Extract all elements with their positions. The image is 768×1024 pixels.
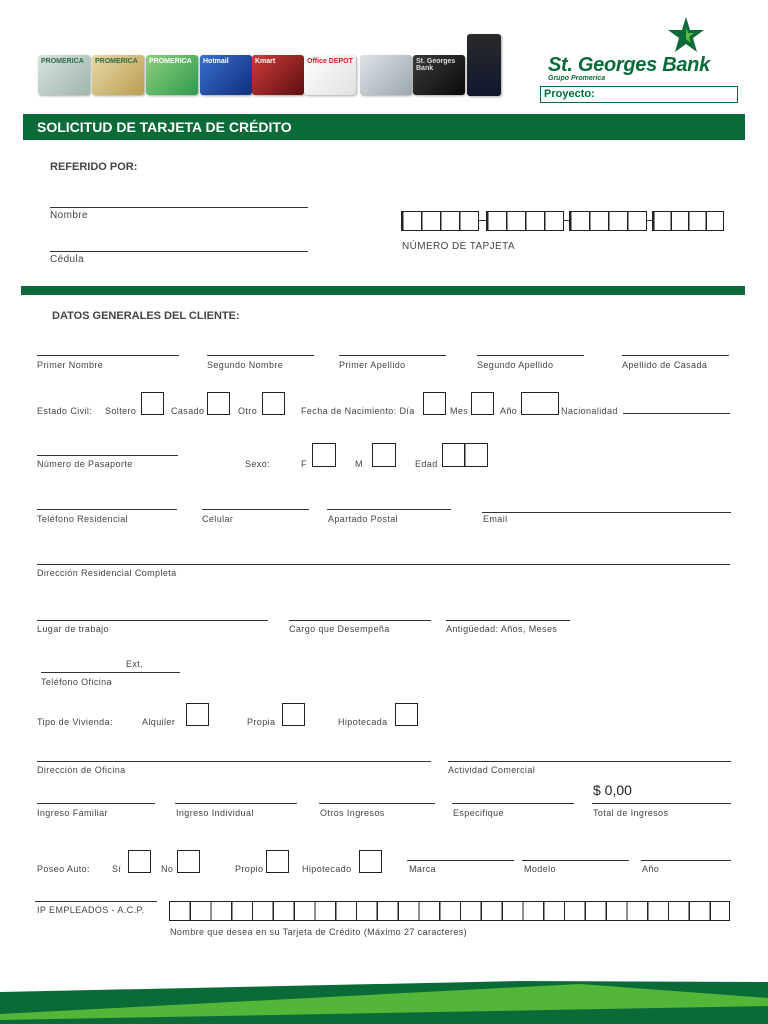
title-bar (23, 114, 745, 140)
dia-box[interactable] (423, 392, 446, 415)
antiguedad-field[interactable] (446, 620, 570, 621)
soltero-label: Soltero (105, 406, 137, 416)
ingreso-individual-field[interactable] (175, 803, 297, 804)
project-field[interactable] (540, 86, 738, 103)
card-image: PROMERICA (146, 55, 198, 95)
pasaporte-label: Número de Pasaporte (37, 459, 133, 469)
ingreso-familiar-field[interactable] (37, 803, 155, 804)
f-checkbox[interactable] (312, 443, 336, 467)
edad-box[interactable] (442, 443, 488, 467)
otro-checkbox[interactable] (262, 392, 285, 415)
si-label: Sí (112, 864, 122, 874)
apellido-casada-label: Apellido de Casada (622, 360, 708, 370)
alquiler-label: Alquiler (142, 717, 176, 727)
segundo-nombre-label: Segundo Nombre (207, 360, 284, 370)
cedula-label: Cédula (50, 254, 85, 265)
referido-heading: REFERIDO POR: (50, 161, 138, 173)
si-checkbox[interactable] (128, 850, 151, 873)
modelo-field[interactable] (522, 860, 629, 861)
cliente-heading: DATOS GENERALES DEL CLIENTE: (52, 310, 240, 322)
otro-label: Otro (238, 406, 258, 416)
propia-label: Propia (247, 717, 276, 727)
ext-label: Ext. (126, 659, 144, 669)
card-image: Office DEPOT (304, 55, 356, 95)
cargo-label: Cargo que Desempeña (289, 624, 390, 634)
telefono-oficina-field[interactable] (41, 672, 180, 673)
total-ingresos-label: Total de Ingresos (593, 808, 669, 818)
card-image: PROMERICA (38, 55, 90, 95)
primer-nombre-label: Primer Nombre (37, 360, 104, 370)
nombre-label: Nombre (50, 210, 88, 221)
propio-checkbox[interactable] (266, 850, 289, 873)
marca-field[interactable] (407, 860, 514, 861)
hipotecada-checkbox[interactable] (395, 703, 418, 726)
star-logo-icon (664, 15, 708, 55)
actividad-label: Actividad Comercial (448, 765, 536, 775)
actividad-field[interactable] (448, 761, 731, 762)
email-field[interactable] (482, 512, 731, 513)
name-on-card-label: Nombre que desea en su Tarjeta de Crédito (Máximo 27 caracteres) (170, 927, 468, 937)
mes-box[interactable] (471, 392, 494, 415)
celular-field[interactable] (202, 509, 309, 510)
footer-swoosh (0, 976, 768, 1024)
ingreso-familiar-label: Ingreso Familiar (37, 808, 108, 818)
form-title: SOLICITUD DE TARJETA DE CRÉDITO (37, 119, 292, 135)
email-label: Email (483, 514, 508, 524)
propio-label: Propio (235, 864, 264, 874)
direccion-residencial-label: Dirección Residencial Completa (37, 568, 177, 578)
apartado-field[interactable] (327, 509, 451, 510)
name-on-card-boxes[interactable] (169, 901, 730, 921)
otros-ingresos-label: Otros Ingresos (320, 808, 385, 818)
especifique-field[interactable] (452, 803, 574, 804)
segundo-nombre-field[interactable] (207, 355, 314, 356)
soltero-checkbox[interactable] (141, 392, 164, 415)
tipo-vivienda-label: Tipo de Vivienda: (37, 717, 113, 727)
nombre-field[interactable] (50, 207, 308, 208)
cedula-field[interactable] (50, 251, 308, 252)
direccion-oficina-label: Dirección de Oficina (37, 765, 126, 775)
primer-apellido-field[interactable] (339, 355, 446, 356)
segundo-apellido-field[interactable] (477, 355, 584, 356)
no-checkbox[interactable] (177, 850, 200, 873)
m-checkbox[interactable] (372, 443, 396, 467)
card-number-boxes[interactable] (401, 211, 725, 231)
propia-checkbox[interactable] (282, 703, 305, 726)
m-label: M (355, 459, 363, 469)
mes-label: Mes (450, 406, 469, 416)
card-image: St. Georges Bank (413, 55, 465, 95)
apartado-label: Apartado Postal (328, 514, 399, 524)
primer-nombre-field[interactable] (37, 355, 179, 356)
fecha-nacimiento-label: Fecha de Nacimiento: Día (301, 406, 415, 416)
total-ingresos-value: $ 0,00 (593, 782, 632, 798)
ip-empleados-field[interactable] (35, 901, 157, 902)
card-image: Kmart (252, 55, 304, 95)
pasaporte-field[interactable] (37, 455, 178, 456)
nacionalidad-field[interactable] (623, 413, 730, 414)
primer-apellido-label: Primer Apellido (339, 360, 406, 370)
bank-subtitle: Grupo Promerica (548, 75, 606, 82)
segundo-apellido-label: Segundo Apellido (477, 360, 554, 370)
card-number-label: NÚMERO DE TAPJETA (402, 241, 515, 252)
no-label: No (161, 864, 174, 874)
marca-label: Marca (409, 864, 437, 874)
celular-label: Celular (202, 514, 234, 524)
posee-auto-label: Poseo Auto: (37, 864, 90, 874)
telefono-residencial-field[interactable] (37, 509, 177, 510)
telefono-oficina-label: Teléfono Oficina (41, 677, 112, 687)
alquiler-checkbox[interactable] (186, 703, 209, 726)
sexo-label: Sexo: (245, 459, 271, 469)
nacionalidad-label: Nacionalidad (561, 406, 618, 416)
modelo-label: Modelo (524, 864, 556, 874)
card-image (467, 34, 501, 96)
edad-label: Edad (415, 459, 438, 469)
section-divider (21, 286, 745, 295)
ano-auto-label: Año (642, 864, 660, 874)
card-image: PROMERICA (92, 55, 144, 95)
cargo-field[interactable] (289, 620, 431, 621)
bank-name: St. Georges Bank (548, 54, 710, 76)
ano-label: Año (500, 406, 518, 416)
casado-label: Casado (171, 406, 205, 416)
card-image: Hotmail (200, 55, 252, 95)
total-ingresos-field[interactable] (592, 803, 731, 804)
direccion-oficina-field[interactable] (37, 761, 431, 762)
especifique-label: Especifique (453, 808, 504, 818)
casado-checkbox[interactable] (207, 392, 230, 415)
card-image (360, 55, 412, 95)
f-label: F (301, 459, 307, 469)
hipotecado-label: Hipotecado (302, 864, 352, 874)
lugar-trabajo-field[interactable] (37, 620, 268, 621)
telefono-residencial-label: Teléfono Residencial (37, 514, 129, 524)
ip-empleados-label: IP EMPLEADOS - A.C.P. (37, 905, 145, 915)
apellido-casada-field[interactable] (622, 355, 729, 356)
antiguedad-label: Antigüedad: Años, Meses (446, 624, 558, 634)
hipotecada-label: Hipotecada (338, 717, 388, 727)
estado-civil-label: Estado Civil: (37, 406, 93, 416)
ano-auto-field[interactable] (641, 860, 731, 861)
ingreso-individual-label: Ingreso Individual (176, 808, 254, 818)
direccion-residencial-field[interactable] (37, 564, 730, 565)
lugar-trabajo-label: Lugar de trabajo (37, 624, 109, 634)
hipotecado-checkbox[interactable] (359, 850, 382, 873)
otros-ingresos-field[interactable] (319, 803, 435, 804)
project-label: Proyecto: (544, 88, 595, 100)
ano-box[interactable] (521, 392, 559, 415)
